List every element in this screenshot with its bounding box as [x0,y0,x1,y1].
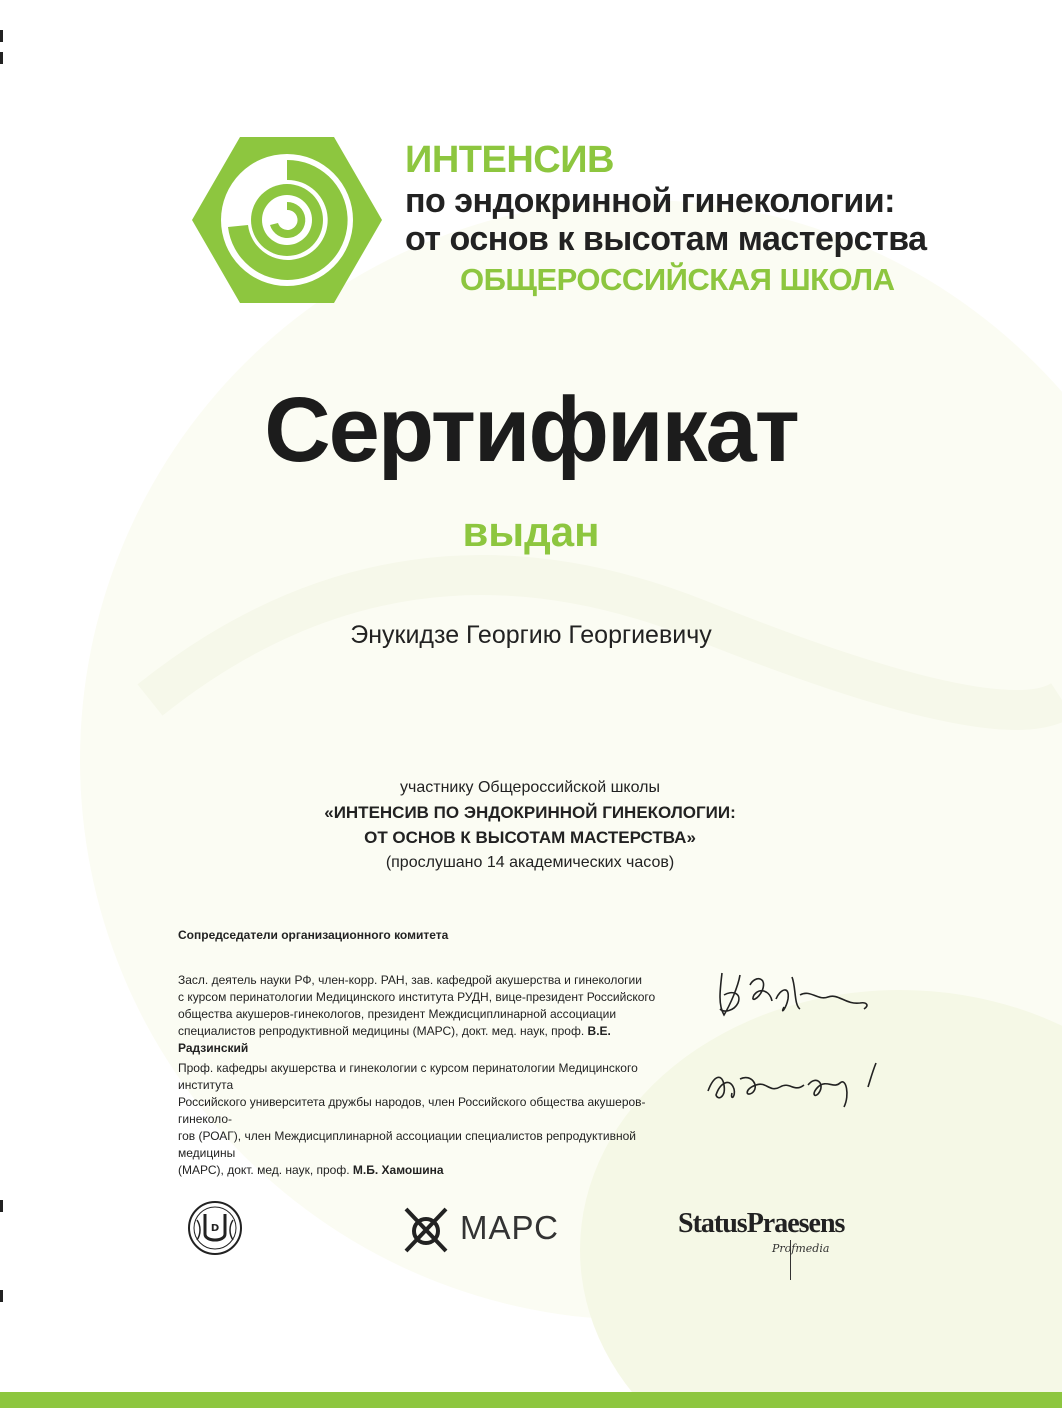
bio-line: Засл. деятель науки РФ, член-корр. РАН, зав. кафедрой акушерства и гинекологии [178,973,642,987]
status-praesens-logo [678,1208,878,1280]
svg-text:D: D [210,1223,220,1234]
bio-line: (МАРС), докт. мед. наук, проф. М.Б. Хамошина [178,1163,444,1177]
co-chair-name-2: М.Б. Хамошина [352,1163,444,1177]
participant-line-2: «ИНТЕНСИВ ПО ЭНДОКРИННОЙ ГИНЕКОЛОГИИ: [324,803,736,822]
header-line-4: ОБЩЕРОССИЙСКАЯ ШКОЛА [460,262,895,297]
scan-mark [0,1290,3,1302]
scan-mark [0,52,3,64]
recipient-name: Энукидзе Георгию Георгиевичу [350,621,712,649]
bio-line: Российского университета дружбы народов, член Российского общества акушеров-гинеколо- [178,1095,646,1126]
mars-label: МАРС [460,1209,559,1246]
co-chair-name-1: В.Е. Радзинский [178,1024,611,1055]
bio-line: с курсом перинатологии Медицинского института РУДН, вице-президент Российского [178,990,656,1004]
scan-mark [0,1200,3,1212]
certificate-title: Сертификат [264,379,798,481]
bio-line: специалистов репродуктивной медицины (МАРС), докт. мед. наук, проф. В.Е. Радзинский [178,1024,611,1055]
bio-line: Проф. кафедры акушерства и гинекологии с курсом перинатологии Медицинского института [178,1061,638,1092]
issued-label: выдан [462,508,600,555]
participant-block [300,775,760,875]
profmedia-label: Profmedia [772,1242,830,1255]
signature-khamoshina [700,1055,890,1115]
header-line-2: по эндокринной гинекологии: [405,182,895,220]
mars-logo [402,1205,562,1255]
co-chair-bio-2 [178,1060,683,1179]
program-header [405,138,1025,302]
signature-radzinsky [710,965,880,1035]
committee-heading: Сопредседатели организационного комитета [178,928,449,942]
participant-line-3: ОТ ОСНОВ К ВЫСОТАМ МАСТЕРСТВА» [364,828,696,847]
participant-line-4: (прослушано 14 академических часов) [385,854,675,871]
participant-line-1: участнику Общероссийской школы [400,779,660,796]
bio-line: общества акушеров-гинекологов, президент Междисциплинарной ассоциации [178,1007,617,1021]
scan-mark [0,30,3,42]
bio-line: гов (РОАГ), член Междисциплинарной ассоциации специалистов репродуктивной медицины [178,1129,636,1160]
rudn-emblem-icon [185,1198,245,1258]
co-chair-bio-1 [178,972,683,1057]
header-line-3: от основ к высотам мастерства [405,220,927,258]
footer-green-bar [0,1392,1062,1408]
mars-logo-icon [402,1205,452,1255]
header-line-1: ИНТЕНСИВ [405,139,614,181]
status-praesens-label: StatusPraesens [678,1208,845,1239]
hexagon-spiral-icon [192,135,382,305]
